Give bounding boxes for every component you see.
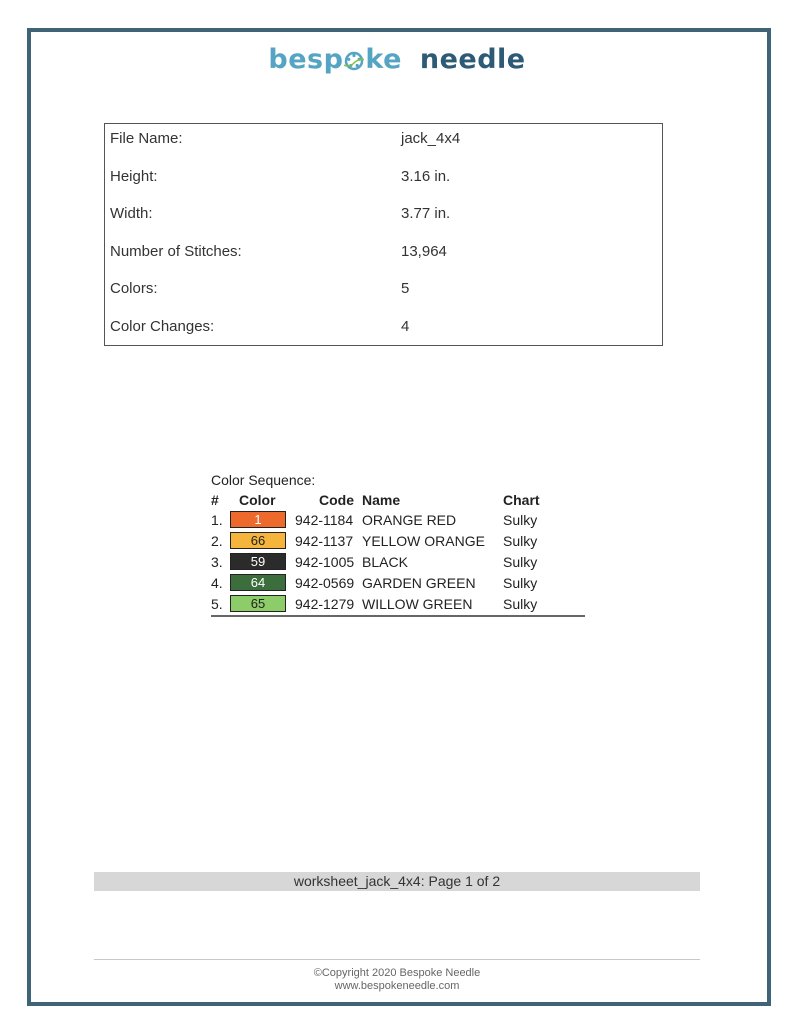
page-indicator: worksheet_jack_4x4: Page 1 of 2: [94, 872, 700, 891]
color-swatch: 64: [230, 574, 286, 591]
thread-name: WILLOW GREEN: [362, 596, 473, 612]
footer-url: www.bespokeneedle.com: [334, 980, 460, 992]
footer-copyright: ©Copyright 2020 Bespoke Needle: [313, 967, 481, 979]
info-value: 4: [401, 317, 410, 335]
info-label: Color Changes:: [110, 317, 215, 335]
sequence-row: [211, 594, 585, 615]
info-row: [105, 316, 662, 354]
thread-name: GARDEN GREEN: [362, 575, 476, 591]
info-label: Number of Stitches:: [110, 242, 242, 260]
header-num: #: [211, 492, 219, 508]
thread-code: 942-1279: [295, 596, 355, 612]
header-code: Code: [319, 492, 354, 508]
info-value: 3.77 in.: [401, 205, 451, 222]
header-color: Color: [239, 492, 276, 508]
sequence-row: [211, 552, 585, 573]
sequence-row: [211, 531, 585, 552]
color-swatch: 65: [230, 595, 286, 612]
header-chart: Chart: [503, 492, 540, 508]
logo-word-needle: needle: [419, 44, 526, 75]
info-value: 13,964: [401, 242, 447, 260]
info-value: jack_4x4: [401, 130, 461, 147]
logo-word-bespoke: besp ke: [268, 44, 402, 75]
spool-icon: [344, 51, 364, 71]
info-value: 3.16 in.: [401, 167, 451, 185]
row-num: 3.: [211, 554, 223, 570]
thread-chart: Sulky: [503, 512, 538, 528]
color-swatch: 59: [230, 553, 286, 570]
row-num: 1.: [211, 512, 223, 528]
info-label: File Name:: [110, 130, 183, 147]
info-label: Width:: [110, 205, 153, 222]
color-sequence-header: [211, 492, 585, 510]
thread-code: 942-1137: [295, 533, 354, 549]
color-sequence: [211, 472, 585, 615]
info-value: 5: [401, 280, 410, 297]
info-row: [105, 203, 662, 241]
row-num: 4.: [211, 575, 223, 591]
info-row: [105, 128, 662, 166]
info-row: [105, 166, 662, 204]
thread-name: ORANGE RED: [362, 512, 457, 528]
row-num: 2.: [211, 533, 223, 549]
sequence-row: [211, 573, 585, 594]
color-swatch: 66: [230, 532, 286, 549]
thread-chart: Sulky: [503, 596, 538, 612]
header-name: Name: [362, 492, 401, 508]
brand-logo: [0, 44, 794, 75]
thread-chart: Sulky: [503, 575, 538, 591]
info-row: [105, 278, 662, 316]
file-info-table: [104, 123, 663, 346]
color-sequence-title: Color Sequence:: [211, 472, 316, 488]
info-label: Colors:: [110, 280, 158, 297]
thread-code: 942-1184: [295, 512, 354, 528]
thread-chart: Sulky: [503, 533, 538, 549]
color-swatch: 1: [230, 511, 286, 528]
info-label: Height:: [110, 167, 158, 185]
thread-code: 942-1005: [295, 554, 355, 570]
thread-name: BLACK: [362, 554, 408, 570]
thread-code: 942-0569: [295, 575, 355, 591]
row-num: 5.: [211, 596, 223, 612]
sequence-bottom-rule: [211, 615, 585, 617]
thread-chart: Sulky: [503, 554, 538, 570]
info-row: [105, 241, 662, 279]
footer-divider: [94, 959, 700, 960]
thread-name: YELLOW ORANGE: [362, 533, 485, 549]
sequence-row: [211, 510, 585, 531]
